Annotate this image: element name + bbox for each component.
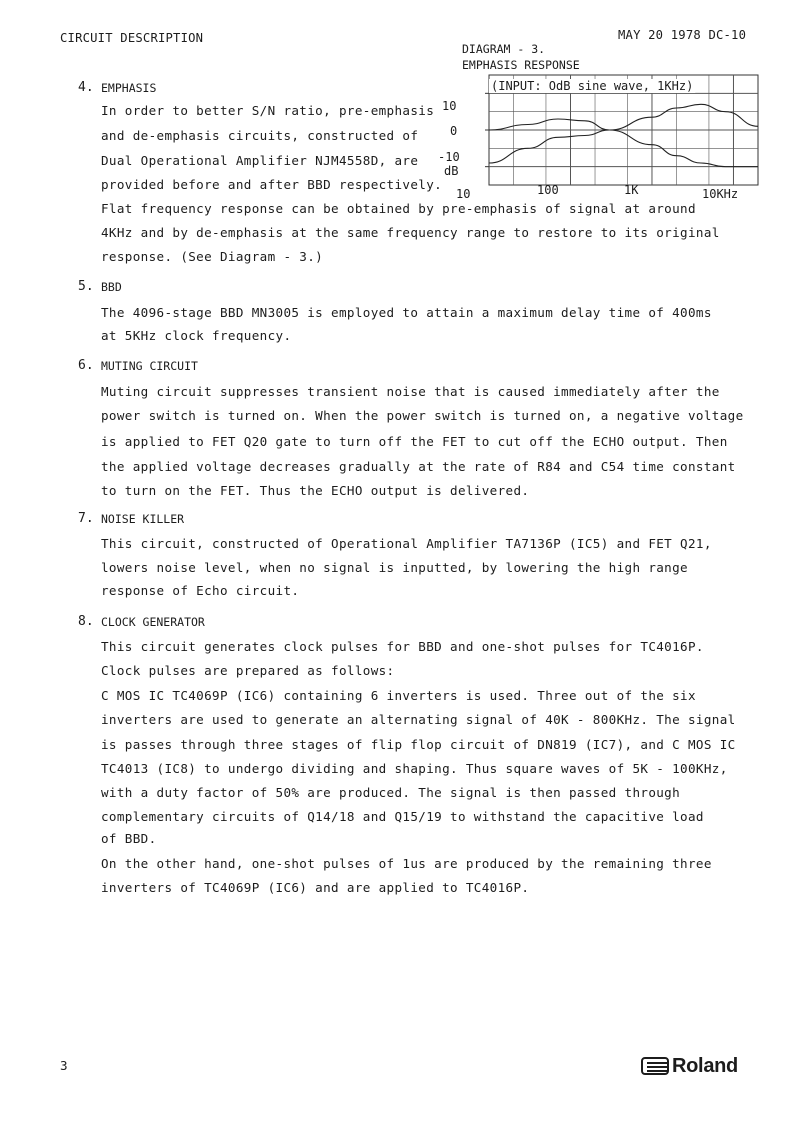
section-8-title: CLOCK GENERATOR	[101, 615, 205, 629]
section-7-line-2: lowers noise level, when no signal is inputted, by lowering the high range	[101, 560, 688, 575]
roland-logo-text: Roland	[672, 1054, 738, 1077]
section-4-line-7: response. (See Diagram - 3.)	[101, 249, 324, 264]
y-tick-10: 10	[442, 99, 457, 113]
section-4-line-6: 4KHz and by de-emphasis at the same frequency range to restore to its original	[101, 225, 720, 240]
section-6-line-5: to turn on the FET. Thus the ECHO output is delivered.	[101, 483, 530, 498]
section-5-title: BBD	[101, 280, 122, 294]
section-8-line-7: with a duty factor of 50% are produced. The signal is then passed through	[101, 785, 681, 800]
section-8-line-1: This circuit generates clock pulses for BBD and one-shot pulses for TC4016P.	[101, 639, 704, 654]
section-8-line-3: C MOS IC TC4069P (IC6) containing 6 inverters is used. Three out of the six	[101, 688, 696, 703]
section-8-line-8: complementary circuits of Q14/18 and Q15/19 to withstand the capacitive load	[101, 809, 704, 824]
section-7-title: NOISE KILLER	[101, 512, 185, 526]
section-6-title: MUTING CIRCUIT	[101, 359, 198, 373]
roland-logo	[641, 1054, 747, 1078]
section-8-line-9: of BBD.	[101, 831, 157, 846]
chart-input-note: (INPUT: OdB sine wave, 1KHz)	[491, 79, 694, 93]
header-section-title: CIRCUIT DESCRIPTION	[60, 31, 204, 45]
page-number: 3	[60, 1058, 68, 1073]
x-tick-100: 100	[537, 183, 559, 197]
section-7-line-3: response of Echo circuit.	[101, 583, 300, 598]
section-8-number: 8.	[78, 614, 94, 629]
emphasis-response-chart	[436, 72, 766, 202]
diagram-title: DIAGRAM - 3.	[462, 42, 546, 56]
section-6-line-1: Muting circuit suppresses transient noise that is caused immediately after the	[101, 384, 720, 399]
section-4-line-3: Dual Operational Amplifier NJM4558D, are	[101, 153, 419, 168]
section-7-line-1: This circuit, constructed of Operational Amplifier TA7136P (IC5) and FET Q21,	[101, 536, 712, 551]
section-5-line-2: at 5KHz clock frequency.	[101, 328, 292, 343]
header-date-model: MAY 20 1978 DC-10	[618, 28, 747, 42]
section-5-line-1: The 4096-stage BBD MN3005 is employed to attain a maximum delay time of 400ms	[101, 305, 712, 320]
y-tick-minus-10: -10	[438, 150, 460, 164]
y-axis-unit: dB	[444, 164, 459, 178]
section-4-title: EMPHASIS	[101, 81, 157, 95]
x-tick-1k: 1K	[624, 183, 639, 197]
section-4-number: 4.	[78, 80, 94, 95]
section-4-line-1: In order to better S/N ratio, pre-emphasis	[101, 103, 435, 118]
chart-curves	[489, 104, 758, 166]
section-8-line-10: On the other hand, one-shot pulses of 1us are produced by the remaining three	[101, 856, 712, 871]
response-curve-2	[489, 119, 758, 167]
section-6-line-4: the applied voltage decreases gradually at the rate of R84 and C54 time constant	[101, 459, 736, 474]
section-4-line-5: Flat frequency response can be obtained by pre-emphasis of signal at around	[101, 201, 696, 216]
y-tick-0: 0	[450, 124, 458, 138]
section-4-line-2: and de-emphasis circuits, constructed of	[101, 128, 419, 143]
section-8-line-2: Clock pulses are prepared as follows:	[101, 663, 395, 678]
section-6-line-3: is applied to FET Q20 gate to turn off the FET to cut off the ECHO output. Then	[101, 434, 728, 449]
section-6-line-2: power switch is turned on. When the power switch is turned on, a negative voltage	[101, 408, 744, 423]
x-tick-10: 10	[456, 187, 471, 201]
section-8-line-11: inverters of TC4069P (IC6) and are applied to TC4016P.	[101, 880, 530, 895]
section-8-line-6: TC4013 (IC8) to undergo dividing and shaping. Thus square waves of 5K - 100KHz,	[101, 761, 728, 776]
section-7-number: 7.	[78, 511, 94, 526]
response-curve-1	[489, 104, 758, 163]
section-5-number: 5.	[78, 279, 94, 294]
diagram-subtitle: EMPHASIS RESPONSE	[462, 58, 580, 72]
section-8-line-5: is passes through three stages of flip flop circuit of DN819 (IC7), and C MOS IC	[101, 737, 736, 752]
x-tick-10khz: 10KHz	[702, 187, 739, 201]
section-6-number: 6.	[78, 358, 94, 373]
roland-logo-mark-icon	[641, 1057, 669, 1075]
section-8-line-4: inverters are used to generate an alternating signal of 40K - 800KHz. The signal	[101, 712, 736, 727]
section-4-line-4: provided before and after BBD respectively.	[101, 177, 443, 192]
